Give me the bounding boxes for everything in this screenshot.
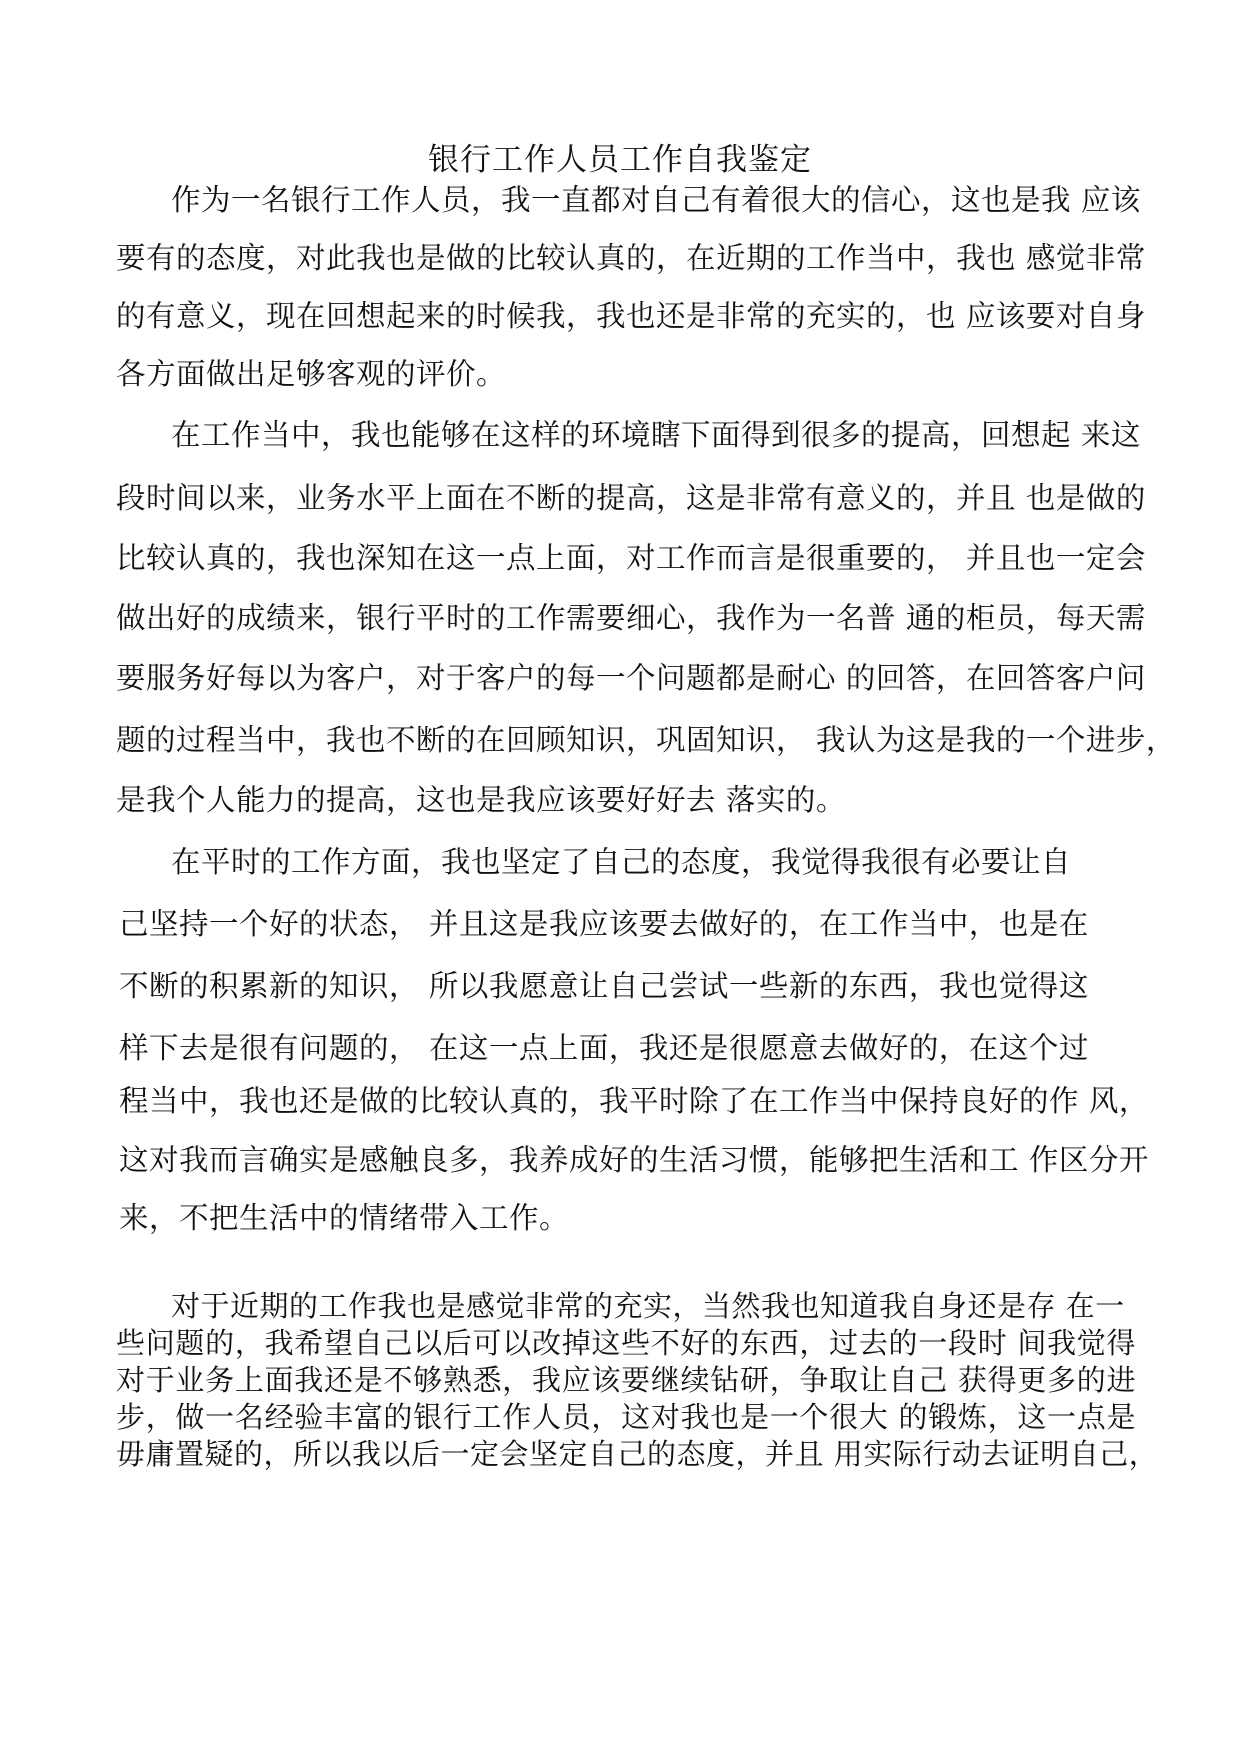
text-line: 对于业务上面我还是不够熟悉，我应该要继续钻研，争取让自己 获得更多的进 xyxy=(116,1363,1136,1397)
text-line: 要服务好每以为客户，对于客户的每一个问题都是耐心 的回答，在回答客户问 xyxy=(116,661,1146,695)
text-line: 对于近期的工作我也是感觉非常的充实，当然我也知道我自身还是存 在一 xyxy=(171,1289,1125,1323)
text-line: 是我个人能力的提高，这也是我应该要好好去 落实的。 xyxy=(116,783,846,817)
text-line: 步，做一名经验丰富的银行工作人员，这对我也是一个很大 的锻炼，这一点是 xyxy=(116,1400,1136,1434)
text-line: 样下去是很有问题的， 在这一点上面，我还是很愿意去做好的，在这个过 xyxy=(119,1031,1089,1065)
text-line: 题的过程当中，我也不断的在回顾知识，巩固知识， 我认为这是我的一个进步， xyxy=(116,723,1176,757)
text-line: 做出好的成绩来，银行平时的工作需要细心，我作为一名普 通的柜员，每天需 xyxy=(116,601,1146,635)
text-line: 这对我而言确实是感触良多，我养成好的生活习惯，能够把生活和工 作区分开 xyxy=(119,1143,1149,1177)
text-line: 各方面做出足够客观的评价。 xyxy=(116,357,507,391)
text-line: 要有的态度，对此我也是做的比较认真的，在近期的工作当中，我也 感觉非常 xyxy=(116,241,1146,275)
text-line: 些问题的，我希望自己以后可以改掉这些不好的东西，过去的一段时 间我觉得 xyxy=(116,1326,1136,1360)
text-line: 作为一名银行工作人员，我一直都对自己有着很大的信心，这也是我 应该 xyxy=(171,183,1141,217)
text-line: 段时间以来，业务水平上面在不断的提高，这是非常有意义的，并且 也是做的 xyxy=(116,481,1146,515)
text-line: 的有意义，现在回想起来的时候我，我也还是非常的充实的，也 应该要对自身 xyxy=(116,299,1146,333)
document-title: 银行工作人员工作自我鉴定 xyxy=(428,142,812,178)
text-line: 毋庸置疑的，所以我以后一定会坚定自己的态度，并且 用实际行动去证明自己， xyxy=(116,1437,1159,1471)
text-line: 来，不把生活中的情绪带入工作。 xyxy=(119,1201,570,1235)
text-line: 比较认真的，我也深知在这一点上面，对工作而言是很重要的， 并且也一定会 xyxy=(116,541,1146,575)
text-line: 己坚持一个好的状态， 并且这是我应该要去做好的，在工作当中，也是在 xyxy=(119,907,1089,941)
text-line: 在工作当中，我也能够在这样的环境瞎下面得到很多的提高，回想起 来这 xyxy=(171,418,1141,452)
text-line: 在平时的工作方面，我也坚定了自己的态度，我觉得我很有必要让自 xyxy=(171,845,1072,879)
text-line: 不断的积累新的知识， 所以我愿意让自己尝试一些新的东西，我也觉得这 xyxy=(119,969,1089,1003)
text-line: 程当中，我也还是做的比较认真的，我平时除了在工作当中保持良好的作 风， xyxy=(119,1084,1149,1118)
